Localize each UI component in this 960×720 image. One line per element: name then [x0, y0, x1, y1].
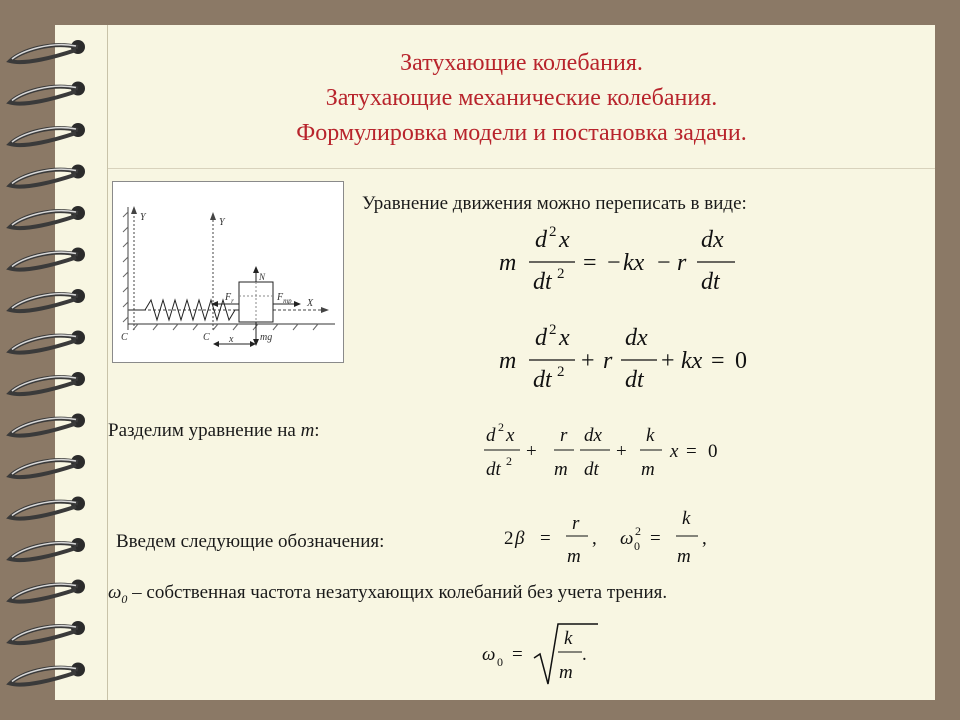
- svg-text:2: 2: [635, 524, 641, 538]
- svg-text:m: m: [499, 348, 517, 374]
- divide-prefix: Разделим уравнение на: [108, 420, 301, 441]
- svg-text:=: =: [512, 644, 523, 665]
- svg-text:d: d: [486, 425, 496, 446]
- svg-text:m: m: [554, 459, 568, 480]
- binding-ring: [10, 123, 85, 145]
- binding-ring: [10, 414, 85, 436]
- equation-3: [480, 418, 740, 490]
- omega-desc-text: – собственная частота незатухающих колебаний без учета трения.: [127, 582, 668, 603]
- svg-text:x: x: [559, 325, 570, 351]
- svg-text:d: d: [535, 325, 547, 351]
- notation-text: Введем следующие обозначения:: [116, 531, 385, 552]
- svg-text:r: r: [677, 250, 687, 276]
- svg-text:x: x: [506, 425, 515, 446]
- equation-1: [495, 222, 755, 302]
- svg-text:.: .: [582, 644, 587, 665]
- svg-text:,: ,: [702, 528, 707, 549]
- binding-ring: [10, 455, 85, 477]
- svg-text:m: m: [559, 662, 573, 683]
- equation-5: [478, 618, 618, 693]
- slide-title: [108, 46, 935, 151]
- fig-label-mg: mg: [260, 332, 273, 343]
- svg-text:x: x: [559, 227, 570, 253]
- svg-text:ω: ω: [482, 644, 496, 665]
- svg-text:dx: dx: [701, 227, 724, 253]
- title-divider: [108, 168, 935, 169]
- fig-label-x: X: [307, 298, 314, 309]
- svg-text:+: +: [581, 348, 595, 374]
- binding-ring: [10, 372, 85, 394]
- svg-text:r: r: [560, 425, 568, 446]
- divide-text: [108, 420, 320, 442]
- svg-text:d: d: [535, 227, 547, 253]
- equation-2: [495, 320, 775, 400]
- svg-text:=: =: [540, 528, 551, 549]
- binding-ring: [10, 82, 85, 104]
- fig-label-c-mid: C: [203, 332, 210, 343]
- svg-text:x: x: [670, 441, 679, 462]
- svg-text:dx: dx: [625, 325, 648, 351]
- svg-text:kx: kx: [681, 348, 703, 374]
- svg-text:+: +: [616, 441, 627, 462]
- spring-mass-figure: [112, 181, 344, 363]
- svg-text:dx: dx: [584, 425, 602, 446]
- omega-symbol: ω: [108, 582, 122, 603]
- omega-subscript: 0: [121, 591, 128, 606]
- svg-text:dt: dt: [584, 459, 599, 480]
- binding-ring: [10, 331, 85, 353]
- svg-text:dt: dt: [533, 367, 552, 393]
- title-line-1: Затухающие колебания.: [400, 50, 643, 76]
- svg-text:m: m: [677, 546, 691, 567]
- fig-label-y-left: Y: [140, 212, 146, 223]
- svg-text:2: 2: [549, 224, 557, 240]
- svg-text:=: =: [686, 441, 697, 462]
- binding-ring: [10, 580, 85, 602]
- svg-text:2: 2: [557, 266, 565, 282]
- svg-text:0: 0: [735, 348, 747, 374]
- fig-label-fr: [224, 292, 234, 305]
- svg-text:2: 2: [504, 528, 514, 549]
- svg-text:kx: kx: [623, 250, 645, 276]
- binding-ring: [10, 248, 85, 270]
- fig-label-n: N: [259, 272, 266, 282]
- binding-ring: [10, 40, 85, 62]
- fig-label-c-left: C: [121, 332, 128, 343]
- binding-ring: [10, 621, 85, 643]
- fig-label-disp: x: [229, 334, 234, 345]
- fig-label-ftr: [276, 292, 292, 305]
- fig-label-ftr-sub: тр: [283, 297, 292, 305]
- divide-suffix: :: [314, 420, 320, 441]
- svg-text:m: m: [567, 546, 581, 567]
- fig-label-ftr-main: F: [277, 292, 284, 303]
- svg-text:0: 0: [634, 539, 640, 553]
- rewrite-text: Уравнение движения можно переписать в виде:: [362, 193, 747, 214]
- binding-ring: [10, 165, 85, 187]
- svg-text:=: =: [650, 528, 661, 549]
- svg-text:2: 2: [506, 454, 512, 468]
- binding-ring: [10, 497, 85, 519]
- svg-text:2: 2: [557, 364, 565, 380]
- svg-text:k: k: [646, 425, 655, 446]
- fig-label-fr-sub: r: [231, 297, 234, 305]
- svg-text:r: r: [572, 513, 580, 534]
- svg-text:0: 0: [497, 655, 503, 669]
- svg-text:m: m: [641, 459, 655, 480]
- svg-text:+: +: [526, 441, 537, 462]
- equation-4: [500, 505, 730, 575]
- svg-text:β: β: [515, 528, 525, 549]
- svg-text:k: k: [564, 628, 573, 649]
- svg-text:dt: dt: [701, 269, 720, 295]
- binding-ring: [10, 289, 85, 311]
- svg-text:=: =: [583, 250, 597, 276]
- binding-ring: [10, 206, 85, 228]
- svg-text:r: r: [603, 348, 613, 374]
- title-line-3: Формулировка модели и постановка задачи.: [296, 120, 747, 146]
- divide-var: m: [300, 420, 315, 441]
- fig-label-y-right: Y: [219, 217, 225, 228]
- svg-text:−: −: [607, 250, 621, 276]
- omega-description: [108, 582, 667, 607]
- svg-text:ω: ω: [620, 528, 634, 549]
- fig-label-fr-main: F: [225, 292, 232, 303]
- svg-text:=: =: [711, 348, 725, 374]
- svg-text:2: 2: [498, 420, 504, 434]
- binding-ring: [10, 663, 85, 685]
- svg-text:dt: dt: [625, 367, 644, 393]
- spring-mass-diagram: [113, 182, 343, 362]
- svg-text:+: +: [661, 348, 675, 374]
- svg-text:0: 0: [708, 441, 718, 462]
- svg-text:dt: dt: [486, 459, 501, 480]
- title-line-2: Затухающие механические колебания.: [325, 85, 718, 111]
- svg-text:2: 2: [549, 322, 557, 338]
- svg-text:−: −: [657, 250, 671, 276]
- svg-text:k: k: [682, 508, 691, 529]
- spiral-binding: [0, 0, 110, 720]
- svg-text:m: m: [499, 250, 517, 276]
- svg-text:,: ,: [592, 528, 597, 549]
- svg-text:dt: dt: [533, 269, 552, 295]
- binding-ring: [10, 538, 85, 560]
